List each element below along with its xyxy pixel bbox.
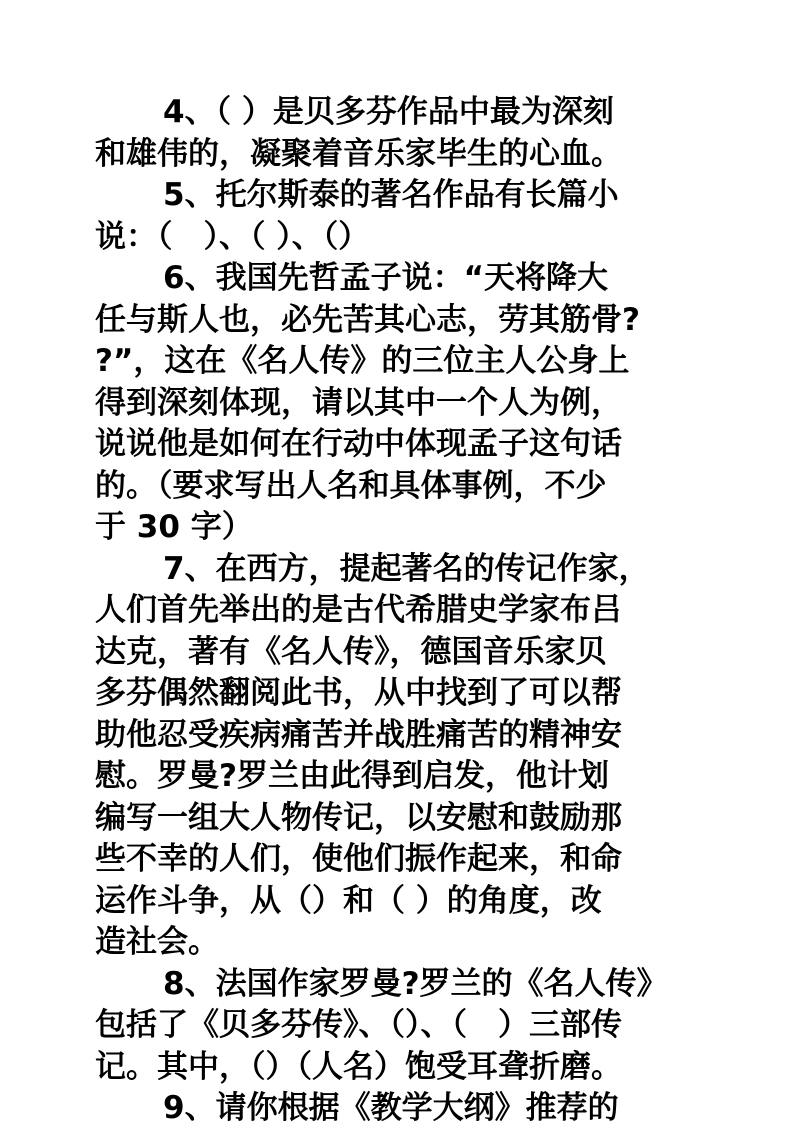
text-line: 6、我国先哲孟子说：“天将降大	[163, 260, 608, 296]
text-line: 9、请你根据《教学大纲》推荐的	[163, 1090, 619, 1126]
text-line: 说：（ ）、（ ）、（）	[95, 218, 370, 255]
text-line: 说说他是如何在行动中体现孟子这句话	[95, 426, 622, 462]
text-line: 的。（要求写出人名和具体事例，不少	[95, 467, 607, 504]
text-line: 得到深刻体现，请以其中一个人为例，	[95, 384, 622, 421]
text-line: 助他忍受疾病痛苦并战胜痛苦的精神安	[95, 716, 622, 753]
text-line: 8、法国作家罗曼?罗兰的《名人传》	[163, 965, 668, 1002]
text-line: 于 30 字）	[95, 509, 253, 545]
text-line: 多芬偶然翻阅此书，从中找到了可以帮	[95, 675, 622, 711]
text-line: 运作斗争，从（）和（ ）的角度，改	[95, 882, 602, 919]
text-line: 达克，著有《名人传》，德国音乐家贝	[95, 633, 607, 670]
text-line: 任与斯人也，必先苦其心志，劳其筋骨?	[95, 301, 640, 338]
text-line: 5、托尔斯泰的著名作品有长篇小	[163, 177, 619, 213]
text-line: 4、（ ）是贝多芬作品中最为深刻	[163, 94, 614, 130]
text-line: 记。其中，（）（人名）饱受耳聋折磨。	[95, 1048, 622, 1085]
text-line: 些不幸的人们，使他们振作起来，和命	[95, 841, 622, 877]
text-line: 造社会。	[95, 924, 219, 960]
text-line: 7、在西方，提起著名的传记作家，	[163, 550, 650, 587]
text-line: 编写一组大人物传记，以安慰和鼓励那	[95, 799, 622, 836]
text-line: 包括了《贝多芬传》、（）、（ ）三部传	[95, 1007, 622, 1043]
text-line: 慰。罗曼?罗兰由此得到启发，他计划	[95, 758, 609, 794]
document-body	[95, 92, 715, 1130]
text-line: 和雄伟的，凝聚着音乐家毕生的心血。	[95, 135, 622, 172]
text-line: 人们首先举出的是古代希腊史学家布吕	[95, 592, 622, 628]
text-line: ?”，这在《名人传》的三位主人公身上	[95, 343, 630, 379]
